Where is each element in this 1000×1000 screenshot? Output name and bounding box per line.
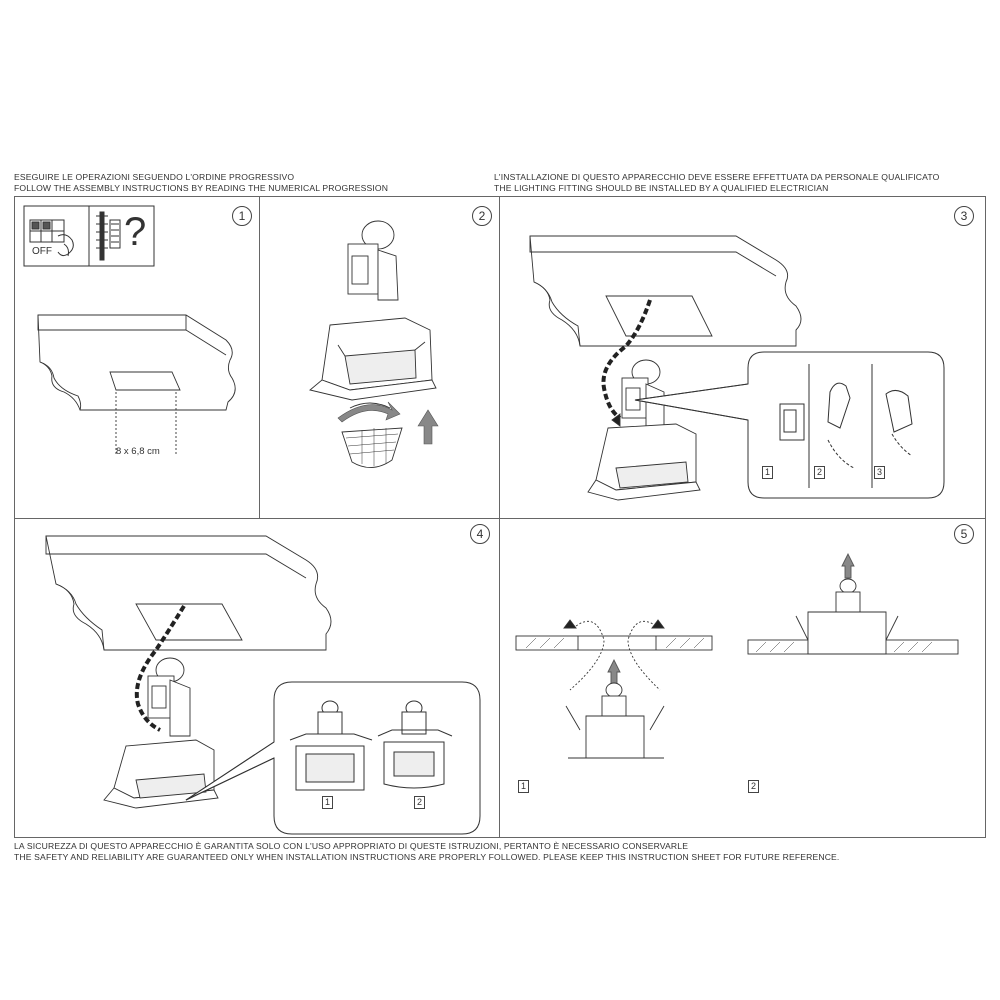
- step3-sub-1: 1: [762, 466, 773, 479]
- step4-fixture: [104, 658, 218, 808]
- step-number-2: 2: [472, 206, 492, 226]
- step1-cutout-dimension: 8 x 6,8 cm: [116, 446, 160, 457]
- header-right-it: L'INSTALLAZIONE DI QUESTO APPARECCHIO DEVE ESSERE EFFETTUATA DA PERSONALE QUALIFICATO: [494, 172, 940, 182]
- step5-sub-2: 2: [748, 780, 759, 793]
- step5-panel2: [748, 554, 958, 654]
- step3-sub-3: 3: [874, 466, 885, 479]
- step3-ceiling: [530, 236, 801, 346]
- header-left-en: FOLLOW THE ASSEMBLY INSTRUCTIONS BY READING THE NUMERICAL PROGRESSION: [14, 183, 389, 193]
- step2-lamp: [342, 428, 402, 468]
- step1-ceiling: [38, 315, 235, 455]
- step5-sub-1: 1: [518, 780, 529, 793]
- step-number-5: 5: [954, 524, 974, 544]
- step2-up-arrow-icon: [418, 410, 438, 444]
- step1-off-label: OFF: [32, 246, 52, 257]
- step2-rotate-arrow-icon: [338, 402, 400, 422]
- header-right-en: THE LIGHTING FITTING SHOULD BE INSTALLED BY A QUALIFIED ELECTRICIAN: [494, 183, 829, 193]
- question-icon: ?: [124, 210, 147, 254]
- footer-en: THE SAFETY AND RELIABILITY ARE GUARANTEED ONLY WHEN INSTALLATION INSTRUCTIONS ARE PROPERLY FOLLOWED. PLEASE KEEP THIS INSTRUCTION SHEET FOR FUTURE REFERENCE.: [14, 852, 840, 862]
- step-number-3: 3: [954, 206, 974, 226]
- step4-detail-callout: [186, 682, 480, 834]
- footer-it: LA SICUREZZA DI QUESTO APPARECCHIO È GARANTITA SOLO CON L'USO APPROPRIATO DI QUESTE ISTRUZIONI, PERTANTO È NECESSARIO CONSERVARLE: [14, 841, 689, 851]
- header-left-it: ESEGUIRE LE OPERAZIONI SEGUENDO L'ORDINE PROGRESSIVO: [14, 172, 295, 182]
- step2-fixture: [310, 221, 436, 408]
- step4-sub-1: 1: [322, 796, 333, 809]
- step5-panel1: [516, 620, 712, 758]
- footer: [14, 841, 839, 863]
- step4-ceiling: [46, 536, 331, 650]
- step4-sub-2: 2: [414, 796, 425, 809]
- step3-sub-2: 2: [814, 466, 825, 479]
- step-number-1: 1: [232, 206, 252, 226]
- step-number-4: 4: [470, 524, 490, 544]
